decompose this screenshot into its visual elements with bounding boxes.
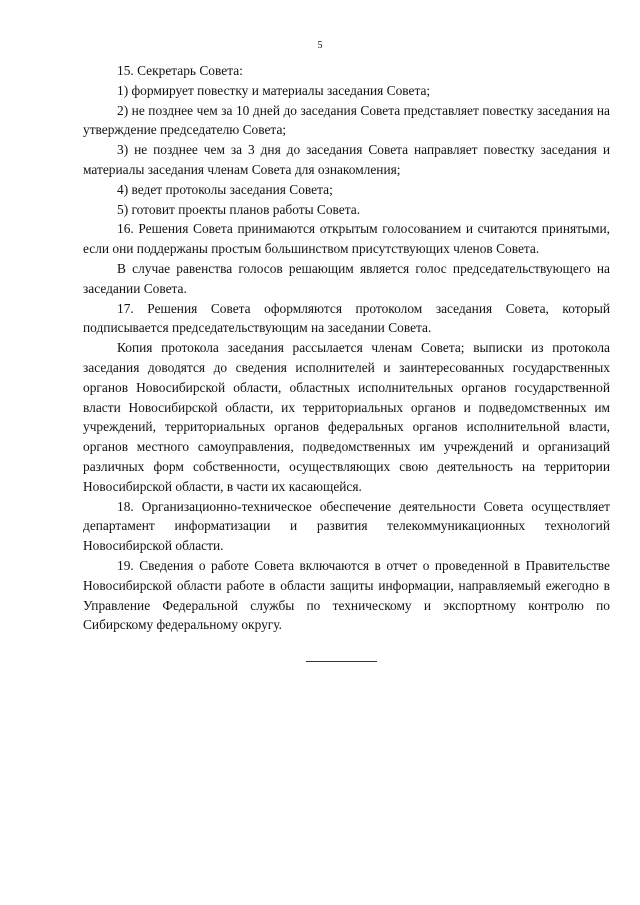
paragraph-duty-4: 4) ведет протоколы заседания Совета; xyxy=(117,181,333,197)
paragraph-duty-3: 3) не позднее чем за 3 дня до заседания Совета направляет повестку заседания и материалы заседания членам Совета для ознакомления; xyxy=(83,142,610,177)
paragraph-17: 17. Решения Совета оформляются протоколом заседания Совета, который подписывается председательствующим на заседании Совета. xyxy=(83,300,610,336)
document-body xyxy=(83,61,610,635)
paragraph-16: 16. Решения Совета принимаются открытым голосованием и считаются принятыми, если они поддержаны простым большинством присутствующих членов Совета. xyxy=(83,221,610,257)
end-divider xyxy=(306,661,377,662)
paragraph-duty-5: 5) готовит проекты планов работы Совета. xyxy=(117,201,361,217)
paragraph-duty-1: 1) формирует повестку и материалы заседания Совета; xyxy=(117,82,431,98)
paragraph-duty-2: 2) не позднее чем за 10 дней до заседания Совета представляет повестку заседания на утверждение председателю Совета; xyxy=(83,102,610,138)
paragraph-17-protocol-copy: Копия протокола заседания рассылается членам Совета; выписки из протокола заседания доводятся до сведения исполнителей и заинтересованных государственных органов Новосибирской области, областных исполнительных органов государственной власти Новосибирской области, их территориальных органов и подведомственных им учреждений, территориальных органов федеральных органов исполнительной власти, органов местного самоуправления, подведомственных им учреждений и организаций различных форм собственности, осуществляющих свою деятельность на территории Новосибирской области, в части их касающейся. xyxy=(83,340,610,494)
paragraph-secretary-heading: 15. Секретарь Совета: xyxy=(117,63,243,78)
paragraph-18: 18. Организационно-техническое обеспечение деятельности Совета осуществляет департамент информатизации и развития телекоммуникационных технологий Новосибирской области. xyxy=(83,498,610,554)
paragraph-19: 19. Сведения о работе Совета включаются в отчет о проведенной в Правительстве Новосибирской области работе в области защиты информации, направляемый ежегодно в Управление Федеральной службы по техническому и экспортному контролю по Сибирскому федеральному округу. xyxy=(83,557,610,633)
paragraph-16-tie-vote: В случае равенства голосов решающим является голос председательствующего на заседании Совета. xyxy=(83,260,610,296)
page-number: 5 xyxy=(317,40,323,51)
